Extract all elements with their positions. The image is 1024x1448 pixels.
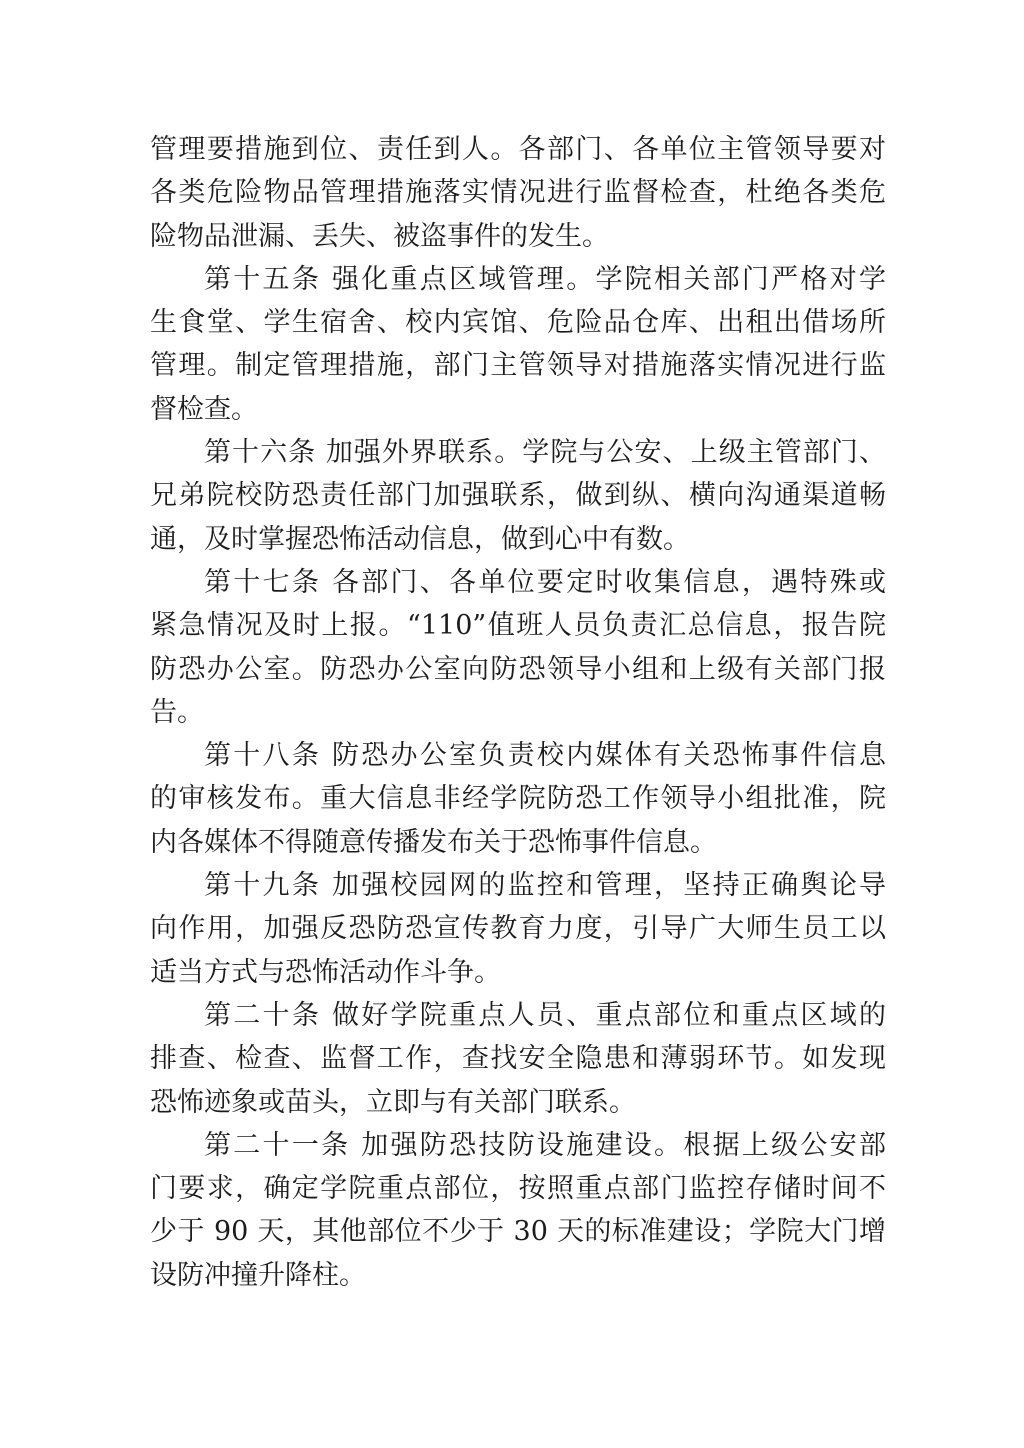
text-line: 内各媒体不得随意传播发布关于恐怖事件信息。 <box>150 826 717 858</box>
text-line: 督检查。 <box>150 393 258 425</box>
text-line: 兄弟院校防恐责任部门加强联系，做到纵、横向沟通渠道畅 <box>150 480 886 512</box>
text-line: 各类危险物品管理措施落实情况进行监督检查，杜绝各类危 <box>150 177 886 209</box>
text-line: 紧急情况及时上报。“110”值班人员负责汇总信息，报告院 <box>150 610 886 642</box>
text-line: 少于 90 天，其他部位不少于 30 天的标准建设；学院大门增 <box>150 1216 886 1248</box>
text-line: 管理要措施到位、责任到人。各部门、各单位主管领导要对 <box>150 134 886 165</box>
text-line: 通，及时掌握恐怖活动信息，做到心中有数。 <box>150 523 690 555</box>
text-line: 防恐办公室。防恐办公室向防恐领导小组和上级有关部门报 <box>150 653 886 685</box>
text-line: 第十五条 强化重点区域管理。学院相关部门严格对学 <box>204 263 886 295</box>
text-line: 告。 <box>150 696 204 728</box>
text-line: 排查、检查、监督工作，查找安全隐患和薄弱环节。如发现 <box>150 1043 886 1075</box>
text-line: 第十六条 加强外界联系。学院与公安、上级主管部门、 <box>204 437 886 469</box>
text-line: 设防冲撞升降柱。 <box>150 1259 366 1291</box>
text-line: 第二十条 做好学院重点人员、重点部位和重点区域的 <box>204 999 886 1031</box>
text-line: 第二十一条 加强防恐技防设施建设。根据上级公安部 <box>204 1129 886 1161</box>
text-line: 的审核发布。重大信息非经学院防恐工作领导小组批准，院 <box>150 783 886 815</box>
text-line: 第十八条 防恐办公室负责校内媒体有关恐怖事件信息 <box>204 740 886 772</box>
text-line: 第十七条 各部门、各单位要定时收集信息，遇特殊或 <box>204 566 886 598</box>
text-line: 适当方式与恐怖活动作斗争。 <box>150 956 501 988</box>
text-line: 第十九条 加强校园网的监控和管理，坚持正确舆论导 <box>204 870 886 902</box>
text-line: 恐怖迹象或苗头，立即与有关部门联系。 <box>150 1086 636 1118</box>
text-line: 向作用，加强反恐防恐宣传教育力度，引导广大师生员工以 <box>150 913 886 945</box>
text-line: 生食堂、学生宿舍、校内宾馆、危险品仓库、出租出借场所 <box>150 307 886 339</box>
text-line: 门要求，确定学院重点部位，按照重点部门监控存储时间不 <box>150 1173 886 1205</box>
document-text-block <box>150 128 886 1297</box>
text-line: 险物品泄漏、丢失、被盗事件的发生。 <box>150 220 609 252</box>
text-line: 管理。制定管理措施，部门主管领导对措施落实情况进行监 <box>150 350 886 382</box>
